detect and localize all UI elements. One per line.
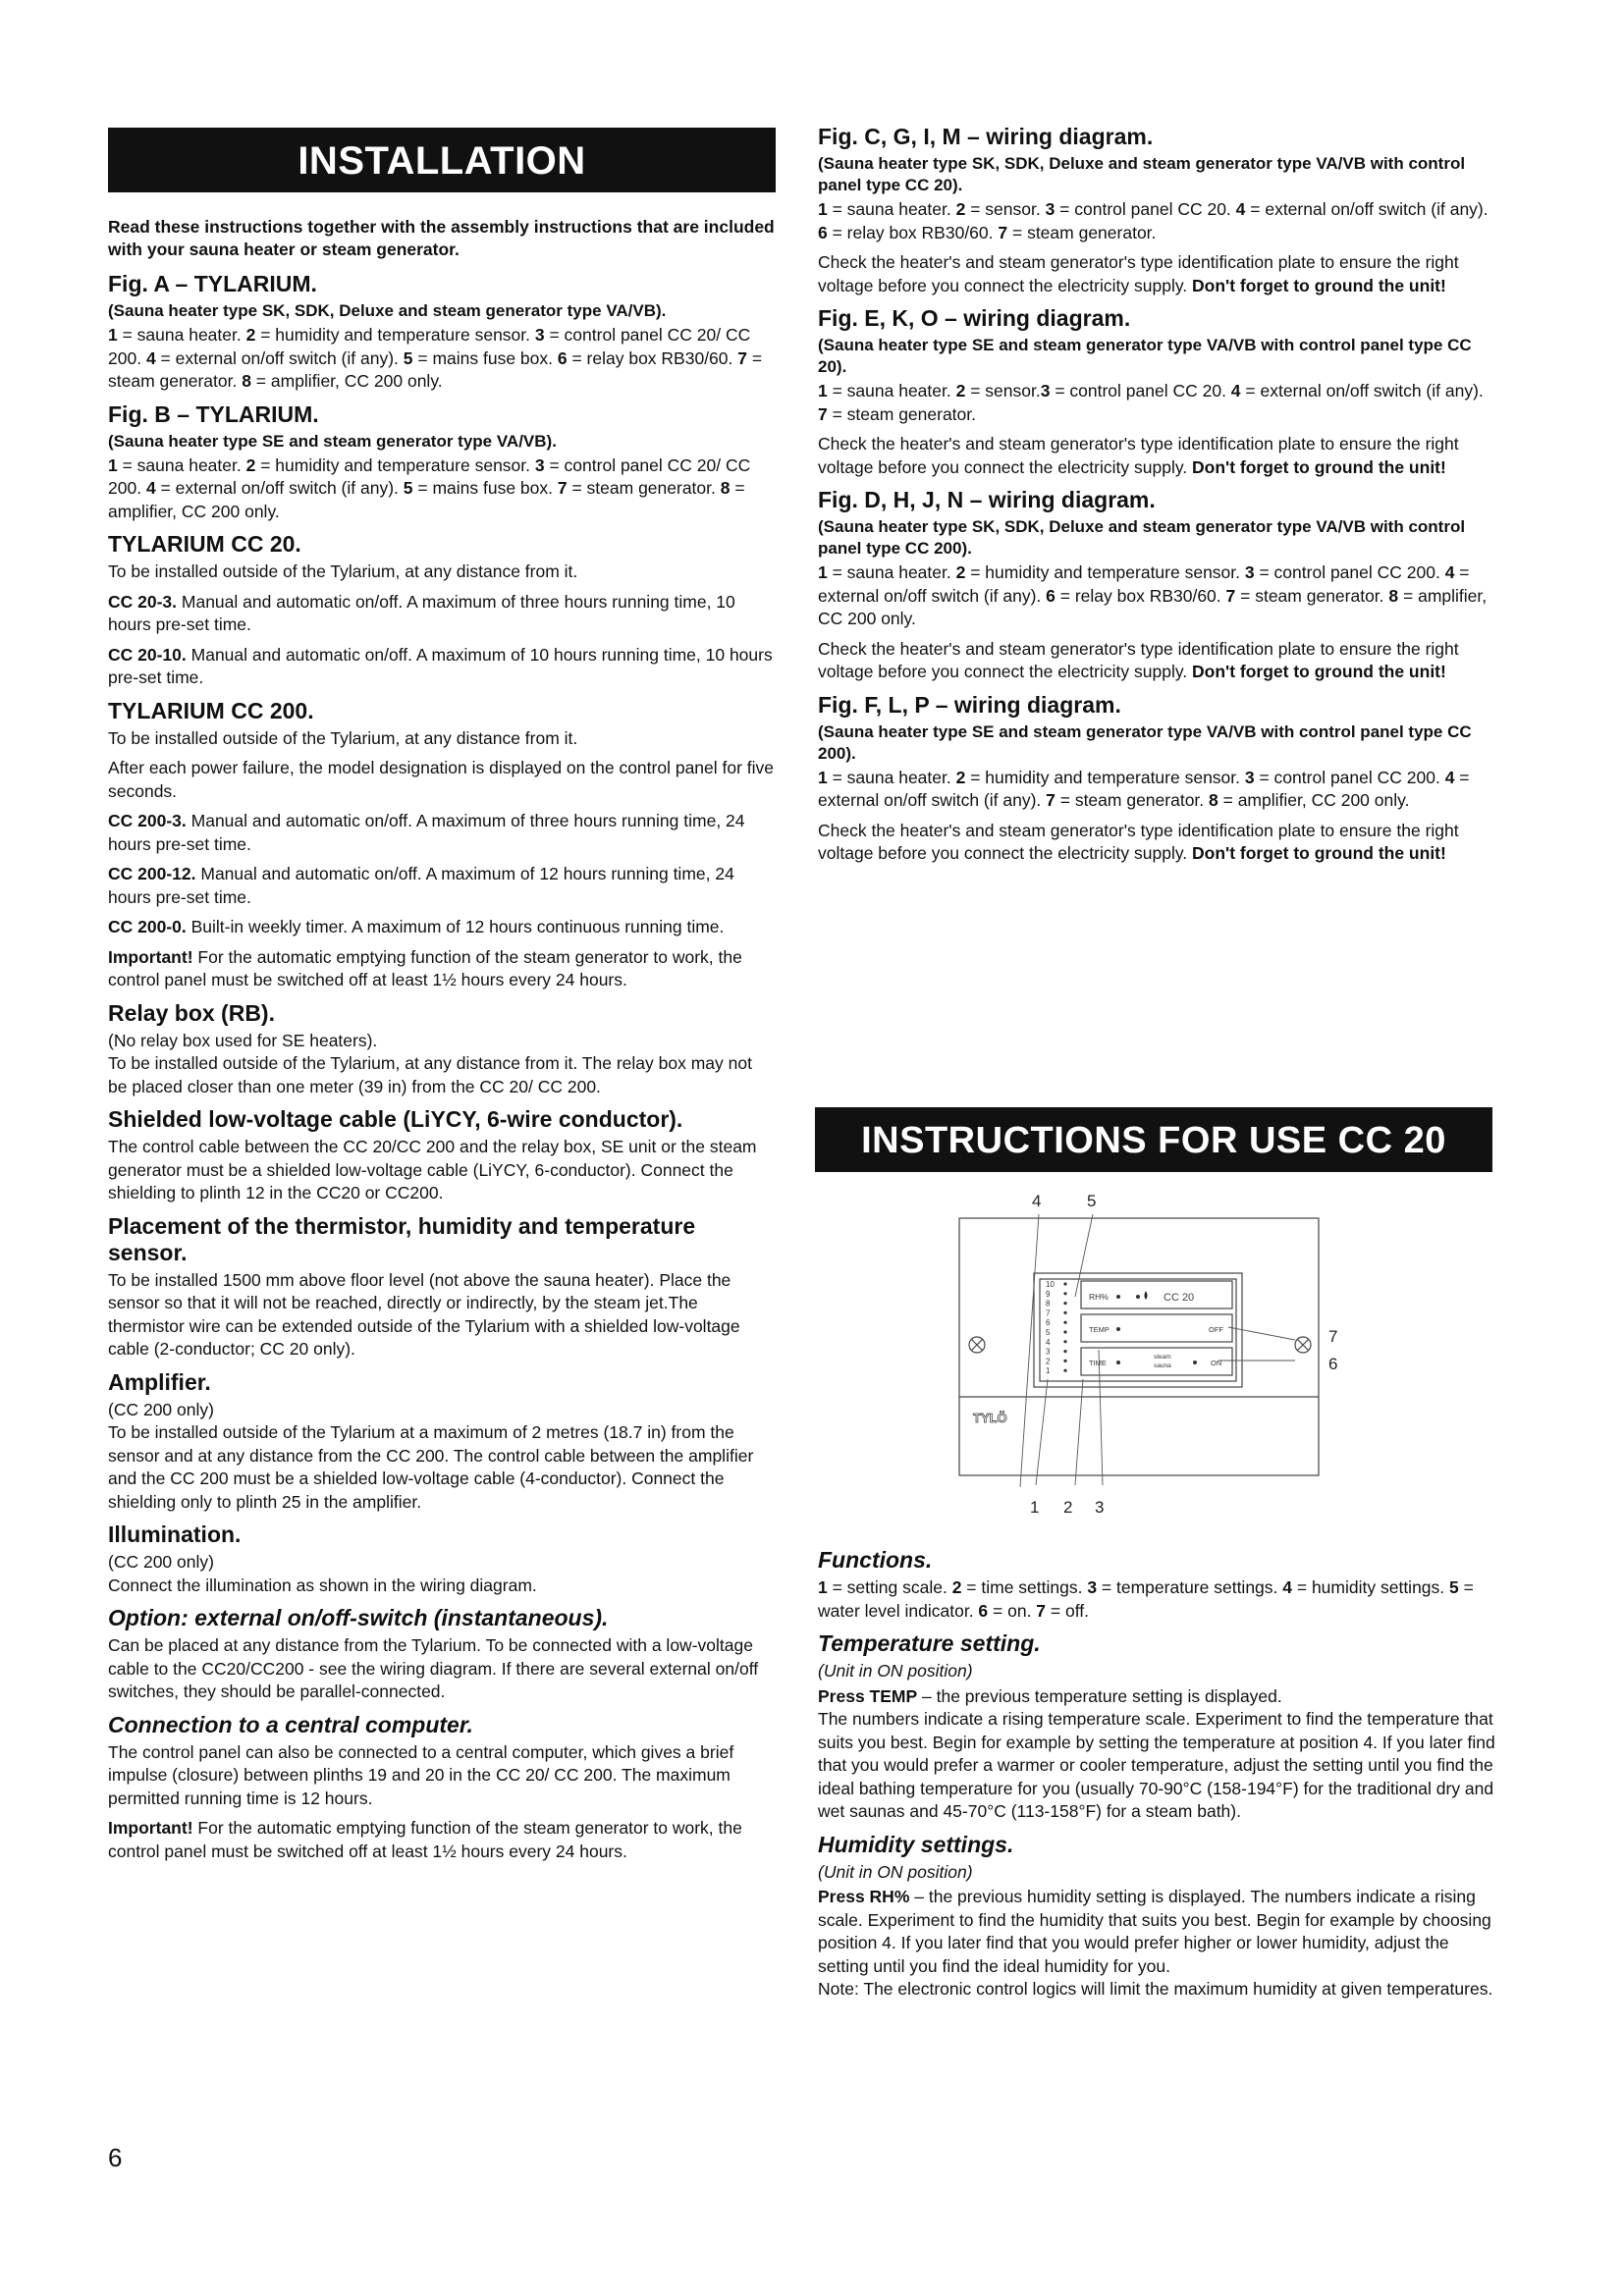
amplifier-p1: (CC 200 only)	[108, 1399, 214, 1419]
legend-number: 2	[955, 381, 966, 400]
flp-subtitle: (Sauna heater type SE and steam generator type VA/VB with control panel type CC 200).	[818, 721, 1472, 763]
legend-number: 7	[998, 222, 1008, 242]
legend-text: = sensor.	[965, 381, 1041, 400]
cc200-3-text: Manual and automatic on/off. A maximum of three hours running time, 24 hours pre-set time.	[108, 811, 745, 854]
legend-text: = control panel CC 20.	[1050, 381, 1231, 400]
legend-text: = relay box RB30/60.	[1055, 585, 1226, 606]
scale-number: 4	[1046, 1337, 1051, 1347]
legend-text: = control panel CC 20.	[1055, 199, 1236, 219]
legend-number: 4	[1444, 767, 1455, 787]
legend-text: = control panel CC 200.	[1254, 767, 1445, 787]
humidity-p2: Note: The electronic control logics will limit the maximum humidity at given temperatures.	[818, 1979, 1493, 1999]
scale-led	[1063, 1311, 1066, 1314]
central-important-label: Important!	[108, 1818, 193, 1838]
relay-title: Relay box (RB).	[108, 999, 275, 1026]
water-drop-icon	[1145, 1291, 1148, 1300]
legend-text: = amplifier, CC 200 only.	[818, 585, 1488, 628]
legend-text: = control panel CC 200.	[1254, 562, 1445, 582]
legend-number: 8	[1209, 790, 1218, 810]
legend-number: 1	[818, 1577, 828, 1597]
cgim-check-text: Check the heater's and steam generator's type identification plate to ensure the right voltage before you connect the electricity supply.	[818, 252, 1459, 295]
legend-text: = steam generator.	[827, 403, 977, 424]
legend-number: 2	[245, 325, 256, 345]
legend-number: 1	[818, 562, 828, 582]
callout-1: 1	[1030, 1498, 1040, 1517]
functions-title: Functions.	[818, 1547, 933, 1573]
callout-4: 4	[1032, 1192, 1042, 1210]
legend-number: 8	[1388, 585, 1399, 606]
legend-text: = sauna heater.	[827, 199, 956, 219]
amplifier-p2: To be installed outside of the Tylarium at a maximum of 2 metres (18.7 in) from the sensor and at any distance from the CC 200. The control cable between the amplifier and the CC 200 must be a shielded low-voltage cable (4-conductor). Connect the shielding only to plinth 25 in the amplifier.	[108, 1422, 754, 1512]
temp-label: TEMP	[1089, 1325, 1110, 1334]
legend-number: 4	[1235, 199, 1246, 219]
scale-led	[1063, 1369, 1066, 1372]
temperature-p2: The numbers indicate a rising temperature scale. Experiment to find the temperature that suits you best. Begin for example by setting the temperature at position 4. If you later find that you would prefer a warmer or cooler temperature, adjust the setting until you find the ideal bathing temperature for you (usually 70-90°C (158-194°F) for the traditional dry and wet saunas and 45-70°C (113-158°F) for a steam bath).	[818, 1709, 1495, 1821]
legend-text: = control panel CC 20/ CC 200.	[108, 454, 751, 498]
legend-text: = amplifier, CC 200 only.	[108, 478, 745, 521]
legend-number: 7	[557, 478, 568, 498]
legend-text: = relay box RB30/60.	[827, 222, 999, 242]
legend-number: 4	[145, 478, 156, 498]
legend-text: = mains fuse box.	[412, 478, 558, 498]
legend-number: 4	[1282, 1577, 1292, 1597]
legend-text: = sauna heater.	[117, 325, 246, 345]
mode-dot	[1193, 1361, 1197, 1364]
functions-legend	[818, 1576, 1495, 1623]
temperature-title: Temperature setting.	[818, 1630, 1041, 1656]
humidity-p1-text: – the previous humidity setting is displayed. The numbers indicate a rising scale. Experiment to find the humidity that suits you best. Begin for example by choosing position 4. If you later find that you would prefer higher or lower humidity, adjust the setting until you find the ideal humidity for you.	[818, 1887, 1491, 1976]
legend-number: 6	[978, 1600, 989, 1621]
time-dot	[1116, 1361, 1120, 1364]
cc20-10-label: CC 20-10.	[108, 644, 187, 665]
scale-led	[1063, 1330, 1066, 1333]
time-label: TIME	[1089, 1359, 1107, 1367]
amplifier-title: Amplifier.	[108, 1368, 211, 1395]
legend-text: = steam generator.	[1007, 222, 1157, 242]
legend-text: = external on/off switch (if any).	[1245, 199, 1489, 219]
legend-number: 3	[534, 325, 545, 345]
sauna-label: sauna	[1154, 1362, 1171, 1369]
humidity-title: Humidity settings.	[818, 1831, 1014, 1857]
humidity-caption: (Unit in ON position)	[818, 1861, 973, 1882]
display-inner	[1040, 1279, 1236, 1381]
legend-number: 3	[1040, 381, 1051, 400]
leader-3	[1099, 1350, 1103, 1485]
cc200-p1: To be installed outside of the Tylarium, at any distance from it.	[108, 727, 578, 748]
legend-number: 7	[1046, 790, 1056, 810]
cc200-p3	[108, 810, 776, 856]
cc20-3-text: Manual and automatic on/off. A maximum of three hours running time, 10 hours pre-set time.	[108, 591, 735, 634]
legend-text: = amplifier, CC 200 only.	[1218, 790, 1410, 810]
temperature-p1	[818, 1685, 1495, 1709]
legend-text: = sauna heater.	[117, 454, 246, 475]
legend-number: 7	[737, 347, 747, 368]
legend-number: 7	[1225, 585, 1236, 606]
scale-number: 3	[1046, 1347, 1051, 1357]
legend-number: 4	[1444, 562, 1455, 582]
legend-number: 3	[1087, 1577, 1098, 1597]
press-rh: Press RH%	[818, 1887, 910, 1906]
cgim-title: Fig. C, G, I, M – wiring diagram.	[818, 124, 1154, 149]
dhjn-warning: Don't forget to ground the unit!	[1192, 662, 1446, 681]
scale-number: 9	[1046, 1289, 1051, 1299]
scale-number: 6	[1046, 1318, 1051, 1328]
legend-number: 5	[403, 347, 413, 368]
legend-text: = sensor.	[965, 199, 1046, 219]
brand-label: CC 20	[1164, 1292, 1195, 1304]
legend-number: 7	[818, 403, 828, 424]
legend-text: = humidity and temperature sensor.	[965, 767, 1245, 787]
leader-4	[1020, 1214, 1039, 1487]
option-p1: Can be placed at any distance from the Tylarium. To be connected with a low-voltage cable to the CC20/CC200 - see the wiring diagram. If there are several external on/off switches, they should be parallel-connected.	[108, 1635, 759, 1701]
cgim-subtitle: (Sauna heater type SK, SDK, Deluxe and steam generator type VA/VB with control panel type CC 20).	[818, 154, 1466, 194]
leader-7	[1228, 1327, 1295, 1340]
legend-text: = setting scale.	[827, 1577, 952, 1597]
flp-legend	[818, 767, 1495, 813]
central-p2	[108, 1817, 776, 1863]
cgim-legend	[818, 198, 1495, 244]
legend-number: 1	[818, 199, 828, 219]
thermistor-title: Placement of the thermistor, humidity and temperature sensor.	[108, 1212, 696, 1265]
cc200-p6	[108, 946, 776, 992]
legend-text: = external on/off switch (if any).	[1240, 381, 1484, 400]
cc20-p1: To be installed outside of the Tylarium, at any distance from it.	[108, 561, 578, 581]
setting-scale	[1046, 1280, 1067, 1375]
legend-number: 6	[818, 222, 828, 242]
eko-legend	[818, 380, 1495, 426]
cc200-p4	[108, 863, 776, 909]
scale-led	[1063, 1350, 1066, 1353]
right-column	[818, 124, 1495, 873]
cc200-12-text: Manual and automatic on/off. A maximum of 12 hours running time, 24 hours pre-set time.	[108, 864, 734, 907]
cc200-3-label: CC 200-3.	[108, 811, 187, 830]
scale-number: 2	[1046, 1357, 1051, 1366]
flp-check-text: Check the heater's and steam generator's type identification plate to ensure the right voltage before you connect the electricity supply.	[818, 820, 1459, 863]
temp-dot	[1116, 1327, 1120, 1331]
cc200-12-label: CC 200-12.	[108, 864, 196, 883]
scale-number: 5	[1046, 1328, 1051, 1337]
fig-a-legend	[108, 324, 776, 394]
legend-text: = external on/off switch (if any).	[818, 767, 1470, 810]
page-number: 6	[108, 2143, 123, 2172]
eko-warning: Don't forget to ground the unit!	[1192, 456, 1446, 477]
instructions-banner: INSTRUCTIONS FOR USE CC 20	[815, 1107, 1492, 1172]
fig-a-title: Fig. A – TYLARIUM.	[108, 271, 317, 296]
option-title: Option: external on/off-switch (instantaneous).	[108, 1605, 609, 1630]
relay-p2: To be installed outside of the Tylarium, at any distance from it. The relay box may not be placed closer than one meter (39 in) from the CC 20/ CC 200.	[108, 1053, 752, 1096]
legend-text: = water level indicator.	[818, 1577, 1474, 1621]
callout-3: 3	[1095, 1498, 1105, 1517]
leader-1	[1036, 1379, 1048, 1485]
legend-number: 1	[108, 454, 118, 475]
left-column	[108, 128, 776, 1870]
flp-check	[818, 820, 1495, 866]
eko-subtitle: (Sauna heater type SE and steam generator type VA/VB with control panel type CC 20).	[818, 336, 1472, 376]
leader-5	[1075, 1214, 1093, 1297]
legend-text: = amplifier, CC 200 only.	[250, 371, 443, 391]
legend-text: = steam generator.	[1235, 585, 1389, 606]
leader-2	[1075, 1379, 1083, 1485]
scale-number: 10	[1046, 1280, 1055, 1289]
cc20-p2	[108, 591, 776, 637]
scale-led	[1063, 1292, 1066, 1295]
cc20-title: TYLARIUM CC 20.	[108, 531, 301, 557]
dhjn-subtitle: (Sauna heater type SK, SDK, Deluxe and steam generator type VA/VB with control panel type CC 200).	[818, 517, 1466, 558]
cc200-title: TYLARIUM CC 200.	[108, 697, 314, 723]
legend-text: = external on/off switch (if any).	[155, 478, 404, 498]
on-label: ON	[1211, 1359, 1222, 1367]
cc20-p3	[108, 644, 776, 690]
legend-number: 5	[403, 478, 413, 498]
eko-check	[818, 433, 1495, 479]
legend-number: 6	[557, 347, 568, 368]
legend-text: = steam generator.	[1055, 790, 1210, 810]
cc200-p2: After each power failure, the model designation is displayed on the control panel for five seconds.	[108, 758, 775, 801]
legend-number: 4	[1230, 381, 1241, 400]
callout-2: 2	[1063, 1498, 1073, 1517]
legend-text: = sauna heater.	[827, 381, 956, 400]
callout-6: 6	[1328, 1355, 1338, 1373]
legend-text: = temperature settings.	[1097, 1577, 1283, 1597]
cable-p1: The control cable between the CC 20/CC 200 and the relay box, SE unit or the steam generator must be a shielded low-voltage cable (LiYCY, 6-conductor). Connect the shielding to plinth 12 in the CC20 or CC200.	[108, 1137, 757, 1202]
central-important-text: For the automatic emptying function of the steam generator to work, the control panel must be switched off at least 1½ hours every 24 hours.	[108, 1818, 742, 1861]
legend-number: 8	[720, 478, 731, 498]
installation-banner: INSTALLATION	[108, 128, 776, 192]
central-p1: The control panel can also be connected to a central computer, which gives a brief impulse (closure) between plinths 19 and 20 in the CC 20/ CC 200. The maximum permitted running time is 12 hours.	[108, 1741, 734, 1808]
intro-text: Read these instructions together with the assembly instructions that are included with your sauna heater or steam generator.	[108, 217, 775, 259]
legend-text: = on.	[988, 1600, 1037, 1621]
cc200-0-text: Built-in weekly timer. A maximum of 12 hours continuous running time.	[186, 917, 725, 936]
dhjn-title: Fig. D, H, J, N – wiring diagram.	[818, 487, 1156, 512]
cgim-warning: Don't forget to ground the unit!	[1192, 275, 1446, 295]
tylo-logo: TYLÖ	[973, 1411, 1007, 1425]
central-title: Connection to a central computer.	[108, 1711, 473, 1737]
legend-number: 3	[1244, 562, 1255, 582]
legend-number: 4	[145, 347, 156, 368]
eko-title: Fig. E, K, O – wiring diagram.	[818, 305, 1131, 331]
legend-number: 5	[1449, 1577, 1459, 1597]
legend-number: 2	[245, 454, 256, 475]
scale-led	[1063, 1282, 1066, 1285]
legend-text: = humidity and temperature sensor.	[255, 454, 535, 475]
legend-number: 1	[108, 325, 118, 345]
scale-led	[1063, 1321, 1066, 1324]
legend-text: = control panel CC 20/ CC 200.	[108, 325, 751, 368]
legend-text: = steam generator.	[108, 347, 763, 391]
legend-text: = humidity and temperature sensor.	[965, 562, 1245, 582]
scale-led	[1063, 1360, 1066, 1362]
cc200-p5	[108, 916, 776, 939]
relay-p1: (No relay box used for SE heaters).	[108, 1030, 378, 1050]
water-dot	[1136, 1295, 1140, 1299]
legend-number: 3	[534, 454, 545, 475]
scale-led	[1063, 1340, 1066, 1343]
dhjn-check	[818, 638, 1495, 684]
dhjn-legend	[818, 561, 1495, 631]
legend-number: 3	[1244, 767, 1255, 787]
cc200-important-label: Important!	[108, 946, 193, 967]
cc200-0-label: CC 200-0.	[108, 917, 187, 936]
rh-dot	[1116, 1295, 1120, 1299]
cc20-3-label: CC 20-3.	[108, 591, 178, 612]
press-temp: Press TEMP	[818, 1685, 918, 1706]
cc200-important-text: For the automatic emptying function of the steam generator to work, the control panel must be switched off at least 1½ hours every 24 hours.	[108, 946, 742, 989]
legend-number: 8	[242, 371, 251, 391]
scale-led	[1063, 1302, 1066, 1305]
legend-text: = steam generator.	[567, 478, 721, 498]
usage-instructions	[818, 1539, 1495, 2008]
cable-title: Shielded low-voltage cable (LiYCY, 6-wire conductor).	[108, 1106, 683, 1132]
temperature-p1-text: – the previous temperature setting is displayed.	[917, 1685, 1282, 1706]
panel-outline	[959, 1218, 1319, 1475]
legend-number: 1	[818, 381, 828, 400]
legend-number: 6	[1046, 585, 1056, 606]
legend-number: 2	[955, 767, 966, 787]
illumination-p1: (CC 200 only)	[108, 1552, 214, 1572]
humidity-p1	[818, 1886, 1495, 1978]
legend-text: = time settings.	[961, 1577, 1088, 1597]
legend-text: = external on/off switch (if any).	[818, 562, 1470, 606]
legend-number: 1	[818, 767, 828, 787]
legend-text: = off.	[1046, 1600, 1089, 1621]
legend-text: = humidity and temperature sensor.	[255, 325, 535, 345]
steam-label: steam	[1154, 1354, 1171, 1361]
cgim-check	[818, 251, 1495, 297]
temperature-caption: (Unit in ON position)	[818, 1661, 973, 1681]
legend-number: 2	[955, 562, 966, 582]
eko-check-text: Check the heater's and steam generator's type identification plate to ensure the right voltage before you connect the electricity supply.	[818, 434, 1459, 477]
scale-number: 1	[1046, 1366, 1051, 1376]
fig-b-legend	[108, 454, 776, 524]
thermistor-p1: To be installed 1500 mm above floor level (not above the sauna heater). Place the sensor so that it will not be reached, directly or indirectly, by the steam jet.The thermistor wire can be extended outside of the Tylarium with a shielded low-voltage cable (2-conductor; CC 20 only).	[108, 1269, 740, 1359]
callout-5: 5	[1087, 1192, 1097, 1210]
fig-a-subtitle: (Sauna heater type SK, SDK, Deluxe and steam generator type VA/VB).	[108, 301, 667, 320]
legend-text: = mains fuse box.	[412, 347, 558, 368]
off-label: OFF	[1209, 1325, 1223, 1334]
legend-text: = humidity settings.	[1292, 1577, 1450, 1597]
flp-warning: Don't forget to ground the unit!	[1192, 843, 1446, 863]
legend-number: 2	[955, 199, 966, 219]
callout-7: 7	[1328, 1327, 1338, 1346]
legend-number: 7	[1036, 1600, 1047, 1621]
scale-number: 7	[1046, 1308, 1051, 1318]
fig-b-title: Fig. B – TYLARIUM.	[108, 400, 319, 427]
dhjn-check-text: Check the heater's and steam generator's type identification plate to ensure the right voltage before you connect the electricity supply.	[818, 638, 1459, 681]
legend-number: 2	[951, 1577, 962, 1597]
legend-text: = sauna heater.	[827, 562, 956, 582]
flp-title: Fig. F, L, P – wiring diagram.	[818, 691, 1121, 718]
control-panel-figure	[818, 1183, 1495, 1526]
scale-number: 8	[1046, 1299, 1051, 1308]
cc20-10-text: Manual and automatic on/off. A maximum of 10 hours running time, 10 hours pre-set time.	[108, 644, 773, 687]
rh-label: RH%	[1089, 1292, 1109, 1302]
legend-text: = sauna heater.	[827, 767, 956, 787]
illumination-p2: Connect the illumination as shown in the wiring diagram.	[108, 1575, 537, 1595]
legend-text: = relay box RB30/60.	[567, 347, 738, 368]
legend-number: 3	[1045, 199, 1056, 219]
legend-text: = external on/off switch (if any).	[155, 347, 404, 368]
illumination-title: Illumination.	[108, 1522, 242, 1547]
fig-b-subtitle: (Sauna heater type SE and steam generator type VA/VB).	[108, 431, 557, 451]
